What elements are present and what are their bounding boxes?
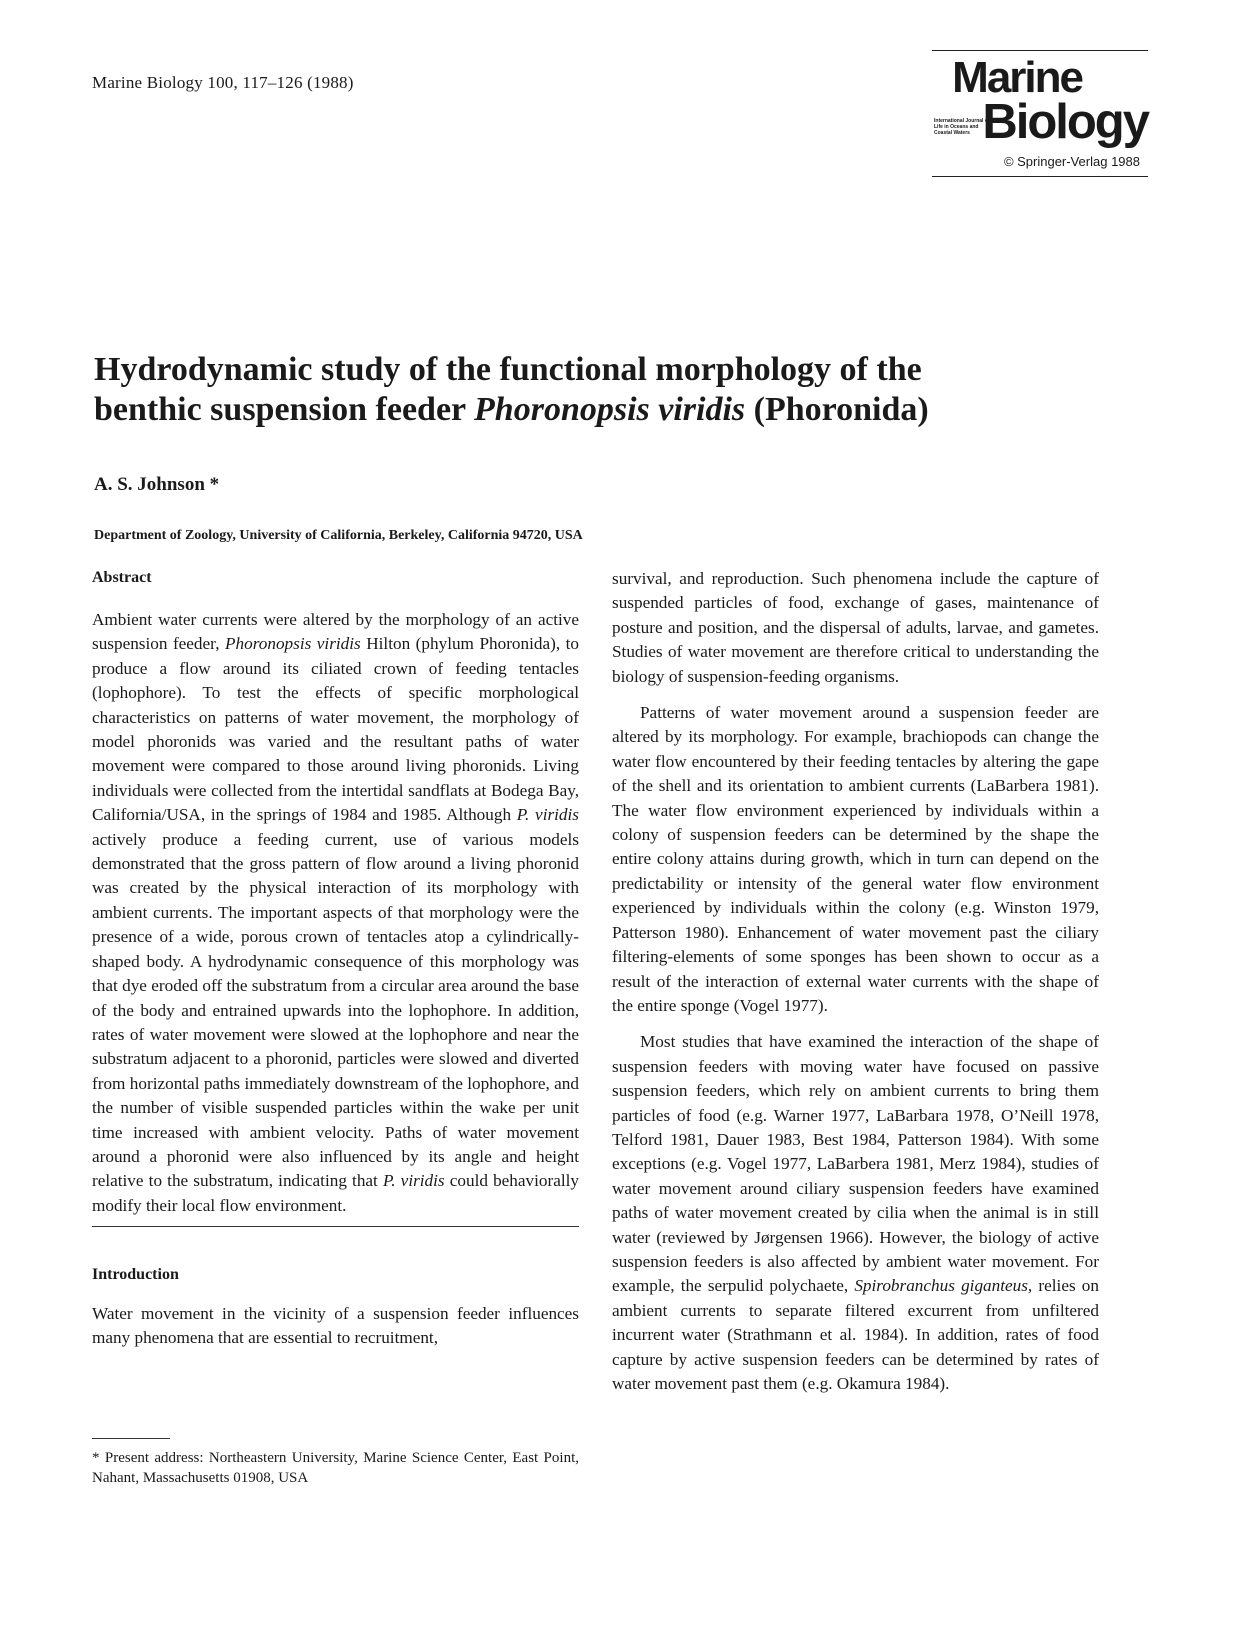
abstract-species-1: Phoronopsis viridis — [225, 634, 361, 654]
introduction-heading: Introduction — [92, 1266, 179, 1284]
right-column — [612, 567, 1099, 1396]
body-paragraph-2: Patterns of water movement around a suspension feeder are altered by its morphology. For example, brachiopods can change the water flow encountered by their feeding tentacles by altering the gape of the shell and its orientation to ambient currents (LaBarbera 1981). The water flow environment experienced by individuals within a colony of suspension feeders can be determined by the shape the entire colony attains during growth, which in turn can depend on the predictability or intensity of the general water flow environment experienced by individuals within the colony (e.g. Winston 1979, Patterson 1980). Enhancement of water movement past the ciliary filtering-elements of some sponges has been shown to occur as a result of the interaction of external water currents with the shape of the entire sponge (Vogel 1977). — [612, 703, 1099, 1015]
footnote: * Present address: Northeastern University, Marine Science Center, East Point, Nahant, Massachusetts 01908, USA — [92, 1450, 579, 1486]
body-paragraph-3-text-a: Most studies that have examined the interaction of the shape of suspension feeders with moving water have focused on passive suspension feeders, which rely on ambient currents to bring them particles of food (e.g. Warner 1977, LaBarbara 1978, O’Neill 1978, Telford 1981, Dauer 1983, Best 1984, Patterson 1984). With some exceptions (e.g. Vogel 1977, LaBarbera 1981, Merz 1984), studies of water movement around ciliary suspension feeders have examined paths of water movement created by cilia when the animal is in still water (reviewed by Jørgensen 1966). However, the biology of active suspension feeders is also affected by ambient water movement. For example, the serpulid polychaete, — [612, 1032, 1099, 1296]
abstract-body — [92, 608, 579, 1218]
logo-word-biology: Biology — [982, 95, 1148, 149]
abstract-heading: Abstract — [92, 569, 152, 586]
title-part1: Hydrodynamic study of the functional morphology of the benthic suspension feeder — [94, 351, 922, 428]
body-paragraph-3 — [612, 1030, 1099, 1396]
logo-subtitle: International Journal on Life in Oceans and Coastal Waters — [934, 118, 991, 136]
abstract-species-3: P. viridis — [382, 1171, 445, 1191]
author-name: A. S. Johnson * — [94, 474, 220, 495]
title-species: Phoronopsis viridis — [474, 391, 746, 428]
logo-word-marine: Marine — [952, 53, 1082, 102]
copyright-notice: © Springer-Verlag 1988 — [1003, 154, 1140, 169]
abstract-species-2: P. viridis — [516, 805, 579, 825]
author-affiliation: Department of Zoology, University of California, Berkeley, California 94720, USA — [94, 528, 583, 543]
logo-bottom-rule — [932, 176, 1148, 177]
abstract-text-2: Hilton (phylum Phoronida), to produce a flow around its ciliated crown of feeding tentacles (lophophore). To test the effects of specific morphological characteristics on patterns of water movement, the morphology of model phoronids was varied and the resultant paths of water movement were compared to those around living phoronids. Living individuals were collected from the intertidal sandflats at Bodega Bay, California/USA, in the springs of 1984 and 1985. Although — [92, 634, 580, 825]
abstract-divider — [92, 1226, 579, 1227]
abstract-text-1: Ambient water currents were altered by the morphology of an active suspension feeder, — [92, 610, 579, 654]
abstract-text-3: actively produce a feeding current, use of various models demonstrated that the gross pattern of flow around a living phoronid was created by the physical interaction of its morphology with ambient currents. The important aspects of that morphology were the presence of a wide, porous crown of tentacles atop a cylindrically-shaped body. A hydrodynamic consequence of this morphology was that dye eroded off the substratum from a circular area around the base of the body and entrained upwards into the lophophore. In addition, rates of water movement were slowed at the lophophore and near the substratum adjacent to a phoronid, particles were slowed and diverted from horizontal paths immediately downstream of the lophophore, and the number of visible suspended particles within the wake per unit time increased with ambient velocity. Paths of water movement around a phoronid were also influenced by its angle and height relative to the substratum, indicating that — [92, 829, 579, 1191]
footnote-rule — [92, 1438, 170, 1439]
abstract-text-4: could behaviorally modify their local flow environment. — [92, 1171, 579, 1215]
paper-title — [94, 350, 994, 430]
introduction-paragraph: Water movement in the vicinity of a suspension feeder influences many phenomena that are essential to recruitment, — [92, 1303, 579, 1347]
body-paragraph-3-text-b: relies on ambient currents to separate filtered excurrent from unfiltered incurrent water (Strathmann et al. 1984). In addition, rates of food capture by active suspension feeders can be determined by rates of water movement past them (e.g. Okamura 1984). — [612, 1276, 1099, 1393]
body-paragraph-3-species: Spirobranchus giganteus, — [854, 1276, 1033, 1296]
title-part2: (Phoronida) — [745, 391, 929, 428]
body-paragraph-1: survival, and reproduction. Such phenomena include the capture of suspended particles of food, exchange of gases, maintenance of posture and position, and the dispersal of adults, larvae, and gametes. Studies of water movement are therefore critical to understanding the biology of suspension-feeding organisms. — [612, 569, 1099, 686]
journal-citation: Marine Biology 100, 117–126 (1988) — [92, 73, 354, 92]
logo-top-rule — [932, 50, 1148, 51]
journal-logo — [932, 50, 1148, 178]
left-column — [92, 566, 579, 1350]
